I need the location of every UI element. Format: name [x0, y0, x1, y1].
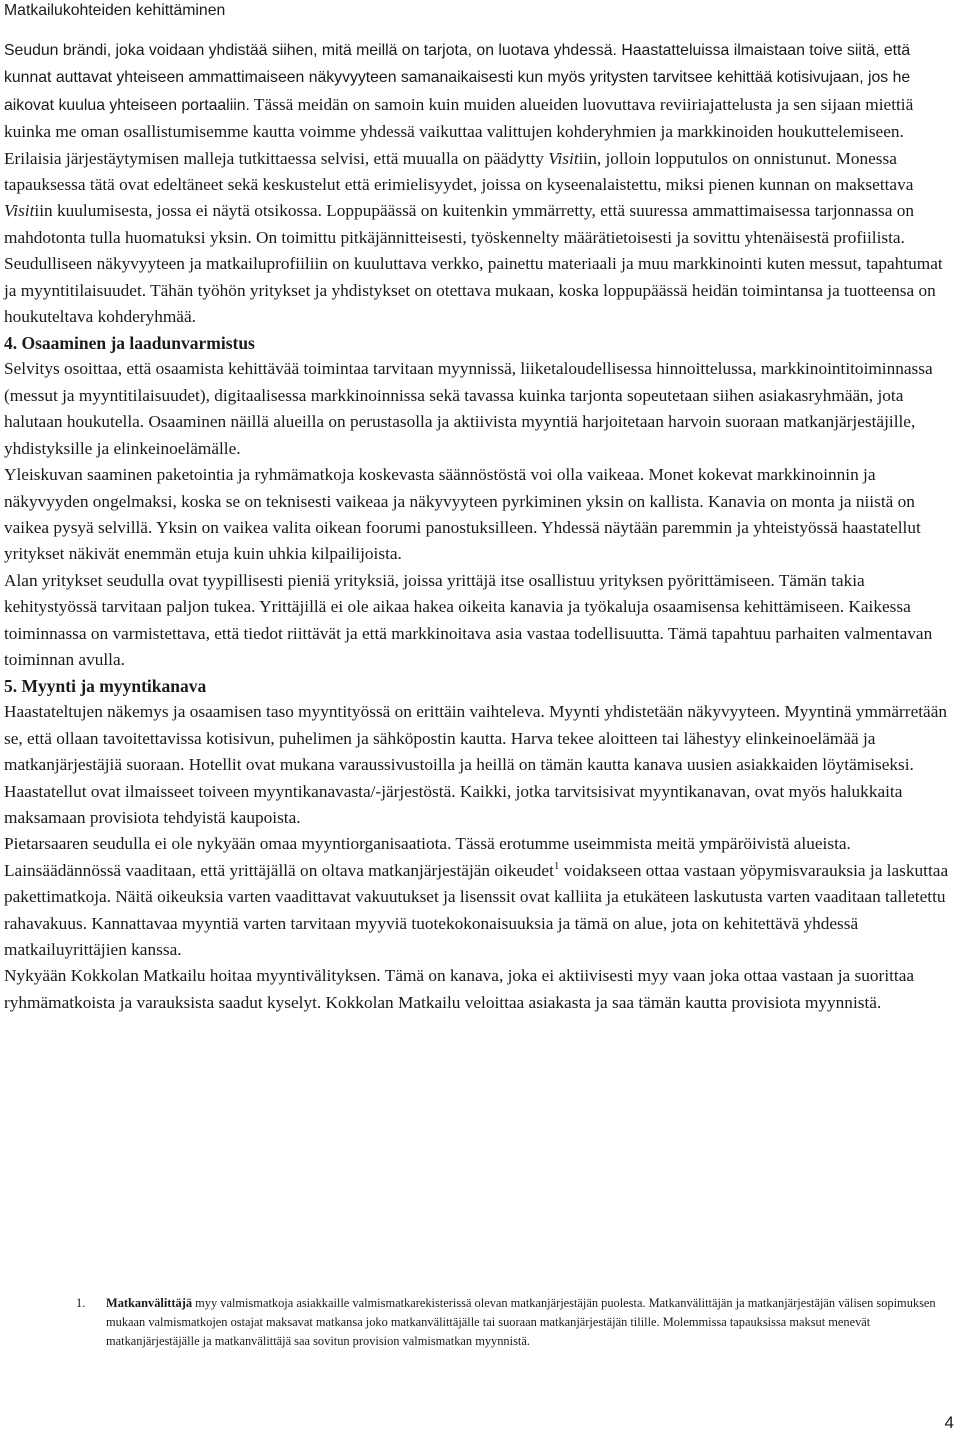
visit-word-2: Visit — [4, 201, 35, 221]
section-4-title: 4. Osaaminen ja laadunvarmistus — [4, 333, 255, 354]
footnote-body: myy valmismatkoja asiakkaille valmismatkarekisterissä olevan matkanjärjestäjän puolesta. Matkanvälittäjän ja matkanjärjestäjän välisen sopimuksen mukaan valmismatkojen ostajat maksavat matkansa joko matkanvälittäjälle tai suoraan matkanjärjestäjän tilille. Molemmissa tapauksissa maksut menevät matkanjärjestäjälle ja matkanvälittäjä saa sovitun provision valmismatkan myynnistä. — [106, 1296, 936, 1348]
section-4-paragraph-3: Alan yritykset seudulla ovat tyypillisesti pieniä yrityksiä, joissa yrittäjä itse osallistuu yrityksen pyörittämiseen. Tämän takia kehitystyössä tarvitaan paljon tukea. Yrittäjillä ei ole aikaa hakea oikeita kanavia ja työkaluja osaamisensa kehittämiseen. Kaikessa toiminnassa on varmistettava, että tiedot riittävät ja että markkinoitava asia vastaa todellisuutta. Tämä tapahtuu parhaiten valmentavan toiminnan avulla. — [4, 570, 933, 669]
intro-sentence-5: iin kuulumisesta, jossa ei näytä otsikossa. Loppupäässä on kuitenkin ymmärretty, että suuressa ammattimaisessa tarjonnassa on mahdotonta tulla huomatuksi yksin. On toimittu pitkäjännitteisesti, työskennelty määrätietoisesti ja sovittu yhtenäisestä profiilista. Seudulliseen näkyvyyteen ja matkailuprofiiliin on kuuluttava verkko, painettu materiaali ja muu markkinointi kuten messut, tapahtumat ja myyntitilaisuudet. Tähän työhön yritykset ja yhdistykset on otettava mukaan, koska loppupäässä heidän toimintansa ja tuotteensa on houkuteltava kohderyhmää. — [4, 201, 943, 327]
section-5-paragraph-1: Haastateltujen näkemys ja osaamisen taso myyntityössä on erittäin vaihteleva. Myynti yhdistetään näkyvyyteen. Myyntinä ymmärretään se, että ollaan tavoitettavissa kotisivun, puhelimen ja sähköpostin kautta. Harva tekee aloitteen tai lähestyy elinkeinoelämää ja matkanjärjestäjiä suoraan. Hotellit ovat mukana varaussivustoilla ja heillä on tämän kautta kanava uusien asiakkaiden löytämiseksi. Haastatellut ovat ilmaisseet toiveen myyntikanavasta/-järjestöstä. Kaikki, jotka tarvitsisivat myyntikanavan, ovat myös halukkaita maksamaan provisiota tehdyistä kaupoista. — [4, 702, 948, 827]
footnote-term: Matkanvälittäjä — [106, 1296, 193, 1310]
section-5-title: 5. Myynti ja myyntikanava — [4, 676, 207, 697]
section-4-paragraph-1: Selvitys osoittaa, että osaamista kehittävää toimintaa tarvitaan myynnissä, liiketaloudellisessa hinnoittelussa, markkinointitoiminnassa (messut ja myyntitilaisuudet), digitaalisessa markkinoinnissa sekä tavassa kuinka tarjonta sopeutetaan siihen asiakasryhmään, jota halutaan houkutella. Osaaminen näillä alueilla on perustasolla ja aktiivista myyntiä harjoitetaan harvoin suoraan matkanjärjestäjille, yhdistyksille ja elinkeinoelämälle. — [4, 359, 933, 458]
footnotes — [0, 1294, 960, 1351]
footnote-reference[interactable]: 1 — [553, 860, 560, 873]
intro-sentence-1: Seudun brändi, joka voidaan yhdistää siihen, mitä meillä on tarjota, on luotava yhdessä. — [4, 42, 622, 59]
section-5-paragraph-2-part-a: Pietarsaaren seudulla ei ole nykyään omaa myyntiorganisaatiota. Tässä erotumme useimmista meitä ympäröivistä alueista. Lainsäädännössä vaaditaan, että yrittäjällä on oltava matkanjärjestäjän oikeudet — [4, 834, 851, 880]
top-heading: Matkailukohteiden kehittäminen — [4, 2, 226, 19]
footnote-item — [76, 1294, 952, 1351]
page-number: 4 — [944, 1413, 954, 1432]
intro-sentence-4: iin, jolloin lopputulos on onnistunut. Monessa tapauksessa tätä ovat edeltäneet sekä keskustelut että erimielisyydet, joissa on kyseenalaistettu, miksi pienen kunnan on maksettava — [4, 148, 914, 195]
intro-paragraph — [4, 37, 954, 330]
footnote-number: 1. — [76, 1296, 86, 1310]
section-5-paragraph-3: Nykyään Kokkolan Matkailu hoitaa myyntivälityksen. Tämä on kanava, joka ei aktiivisesti myy vaan joka ottaa vastaan ja suorittaa ryhmämatkoista ja varauksista saadut kyselyt. Kokkolan Matkailu veloittaa asiakasta ja saa tämän kautta provisiota myynnistä. — [4, 966, 915, 1012]
section-5-paragraph-2 — [4, 831, 954, 963]
section-5-paragraph-2-part-b: voidakseen ottaa vastaan yöpymisvarauksia ja laskuttaa pakettimatkoja. Näitä oikeuksia varten vaadittavat vakuutukset ja lisenssit ovat kalliita ja etukäteen laskutusta varten vaaditaan talletettu rahavakuus. Kannattavaa myyntiä varten tarvitaan myyviä tuotekokonaisuuksia ja tämä on alue, jota on kehitettävä yhdessä matkailuyrittäjien kanssa. — [4, 860, 949, 959]
intro-sentence-2: Haastatteluissa ilmaistaan toive siitä, että kunnat auttavat yhteiseen ammattimaiseen näkyvyyteen samanaikaisesti kun myös yritysten tarvitsee kehittää kotisivujaan, jos he aikovat kuulua yhteiseen portaaliin. — [4, 42, 911, 114]
visit-word-1: Visit — [548, 148, 579, 168]
section-4-paragraph-2: Yleiskuvan saaminen paketointia ja ryhmämatkoja koskevasta säännöstöstä voi olla vaikeaa. Monet kokevat markkinoinnin ja näkyvyyden ongelmaksi, koska se on teknisesti vaikeaa ja näkyvyyteen pyrkiminen yksin on kallista. Kanavia on monta ja niistä on vaikea pysyä selvillä. Yksin on vaikea valita oikean foorumi panostuksilleen. Yhdessä näytään paremmin ja yhteistyössä haastatellut yritykset näkivät enemmän etuja kuin uhkia kilpailijoista. — [4, 465, 921, 564]
intro-sentence-3: Tässä meidän on samoin kuin muiden alueiden luovuttava reviiriajattelusta ja sen sijaan miettiä kuinka me oman osallistumisemme kautta voimme yhdessä vaikuttaa valittujen kohderyhmien ja markkinoiden houkuttelemiseen. Erilaisia järjestäytymisen malleja tutkittaessa selvisi, että muualla on päädytty — [4, 94, 914, 168]
footnote-text — [106, 1294, 952, 1351]
